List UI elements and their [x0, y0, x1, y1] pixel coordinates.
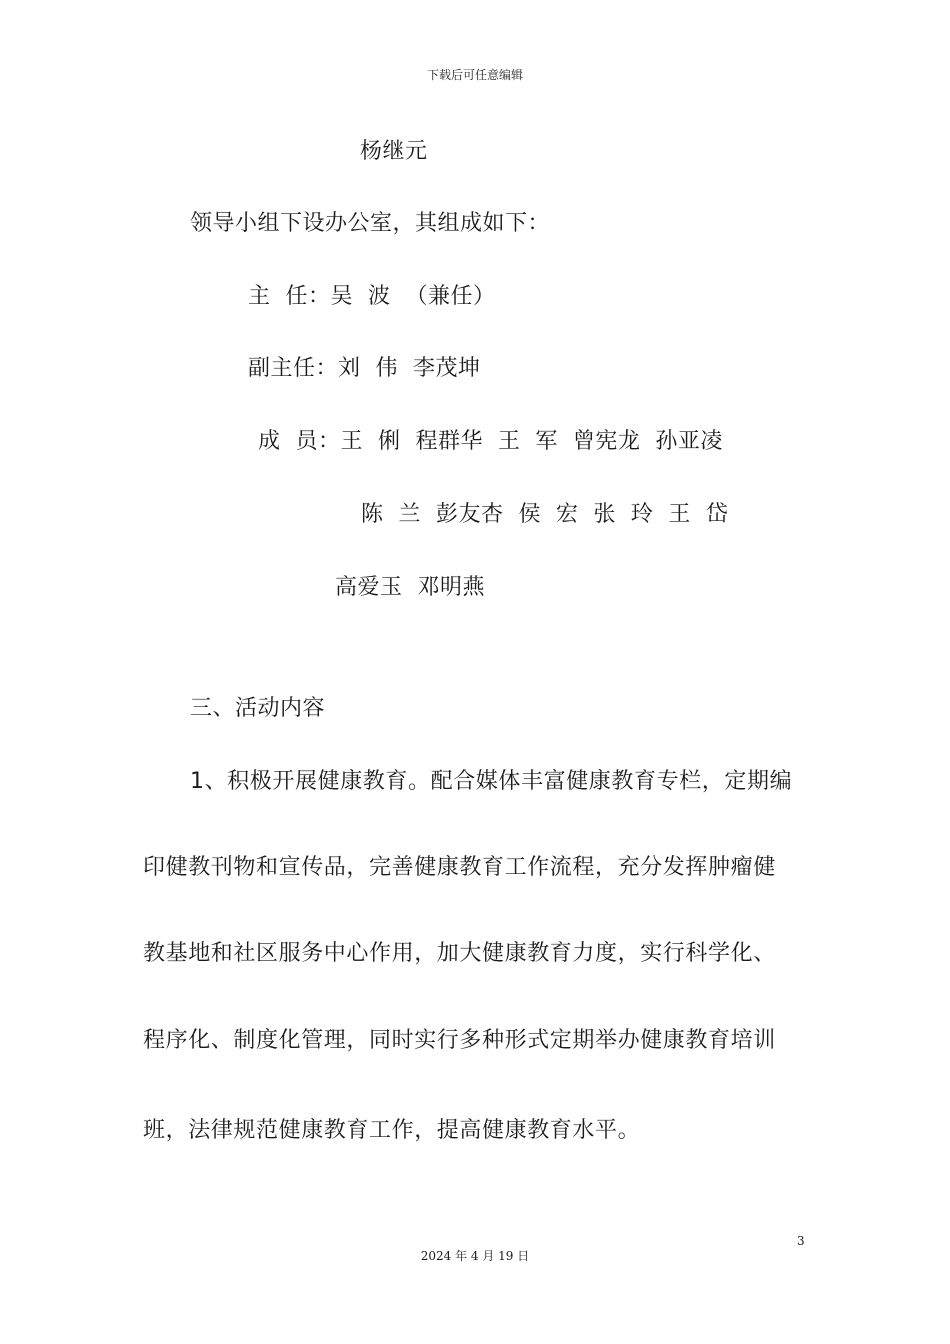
- office-director: 主 任：吴 波 （兼任）: [248, 284, 496, 309]
- page-header: 下载后可任意编辑: [426, 68, 523, 82]
- office-deputy-director: 副主任：刘 伟 李茂坤: [248, 356, 481, 381]
- paragraph-line: 教基地和社区服务中心作用，加大健康教育力度，实行科学化、: [143, 941, 776, 966]
- office-members-line-2: 陈 兰 彭友杏 侯 宏 张 玲 王 岱: [361, 502, 729, 527]
- committee-name-tail: 杨继元: [360, 139, 428, 164]
- office-members-line-1: 成 员：王 俐 程群华 王 军 曾宪龙 孙亚凌: [258, 429, 723, 454]
- office-intro: 领导小组下设办公室，其组成如下：: [190, 211, 551, 236]
- paragraph-line: 程序化、制度化管理，同时实行多种形式定期举办健康教育培训: [143, 1028, 776, 1053]
- footer-date: 2024 年 4 月 19 日: [420, 1249, 530, 1263]
- paragraph-line: 印健教刊物和宣传品，完善健康教育工作流程，充分发挥肿瘤健: [143, 855, 776, 880]
- section-heading: 三、活动内容: [190, 696, 326, 721]
- paragraph-line: 班，法律规范健康教育工作，提高健康教育水平。: [143, 1118, 641, 1143]
- paragraph-line: 1、积极开展健康教育。配合媒体丰富健康教育专栏，定期编: [190, 769, 793, 794]
- page-number: 3: [797, 1234, 805, 1248]
- office-members-line-3: 高爱玉 邓明燕: [335, 575, 485, 600]
